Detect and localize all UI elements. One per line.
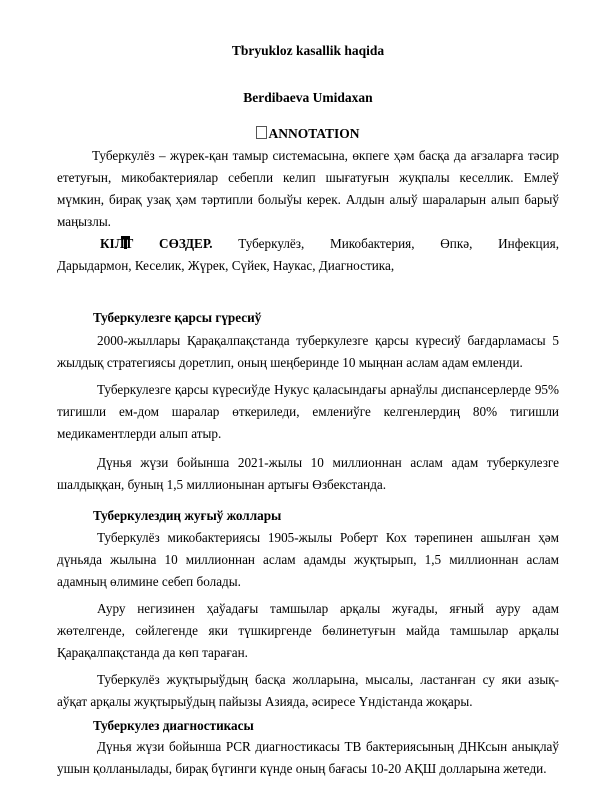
keywords-line-1 (57, 233, 559, 256)
section2-paragraph-1: Туберкулёз микобактериясы 1905-жылы Роберт Кох тәрепинен ашылған ҳәм дүньяда жылына 10 миллионнан аслам адамды жуқтырып, 1,5 миллионнан аслам адамның өлимине себеп болады. (57, 530, 559, 589)
missing-glyph-icon (256, 126, 267, 139)
annotation-last-word: маңызлы. (57, 214, 111, 229)
annotation-paragraph (57, 145, 559, 233)
section3-paragraph-1: Дүнья жүзи бойынша PCR диагностикасы TB бактериясының ДНКсын анықлаў ушын қолланылады, бирақ бүгинги күнде оның бағасы 10-20 АҚШ долларына жетеди. (57, 739, 559, 776)
keywords-text: Туберкулёз, Микобактерия, Өпкә, Инфекция, (238, 236, 560, 251)
pin-icon (89, 234, 98, 256)
annotation-heading-text: ANNOTATION (268, 126, 360, 141)
section2-paragraph-2: Ауру негизинен ҳаўадағы тамшылар арқалы жуғады, яғный ауру адам жөтелгенде, сөйлегенде яки түшкиргенде бөлинетуғын майда тамшылар арқалы Қарақалпақстанда да көп тараған. (57, 601, 559, 660)
section2-heading: Туберкулездиң жуғыў жоллары (93, 508, 282, 523)
section3-heading: Туберкулез диагностикасы (93, 718, 254, 733)
section2-paragraph-3: Туберкулёз жуқтырыўдың басқа жолларына, мысалы, ластанған су яки азық-аўқат арқалы жуқтырыўдың пайызы Азияда, әсиресе Үндістанда жоқары. (57, 672, 559, 709)
section1-heading: Туберкулезге қарсы гүресиў (93, 310, 262, 325)
section1-paragraph-3: Дүнья жүзи бойынша 2021-жылы 10 миллионнан аслам адам туберкулезге шалдыққан, буның 1,5 миллионынан артығы Өзбекстанда. (57, 455, 559, 492)
annotation-text: Туберкулёз – жүрек-қан тамыр системасына, өкпеге ҳәм басқа да ағзаларға тәсир ететуғын, микобактериялар себепли келип шығатуғын жуқпалы кеселлик. Емлеў мүмкин, бирақ узақ ҳәм тәртипли болыўы керек. Алдын алыў шараларын алып барыў (57, 148, 559, 207)
annotation-heading (57, 126, 559, 142)
keywords-label: КІЛТ СӨЗДЕР. (100, 236, 213, 251)
keywords-line-2: Дарыдармон, Кеселик, Жүрек, Сүйек, Наукас, Диагностика, (57, 258, 395, 273)
section1-paragraph-2: Туберкулезге қарсы күресиўде Нукус қаласындағы арнаўлы диспансерлерде 95% тигишли ем-дом шаралар өткериледи, емлениўге келгенлердиң 80% тигишли медикаментлерди алып атыр. (57, 382, 559, 441)
document-author: Berdibaeva Umidaxan (243, 90, 373, 105)
section1-paragraph-1: 2000-жыллары Қарақалпақстанда туберкулезге қарсы күресиў бағдарламасы 5 жылдық стратегиясы доретлип, оның шеңберинде 10 мыңнан аслам адам емленди. (57, 333, 559, 370)
document-title: Tbryukloz kasallik haqida (231, 43, 385, 58)
